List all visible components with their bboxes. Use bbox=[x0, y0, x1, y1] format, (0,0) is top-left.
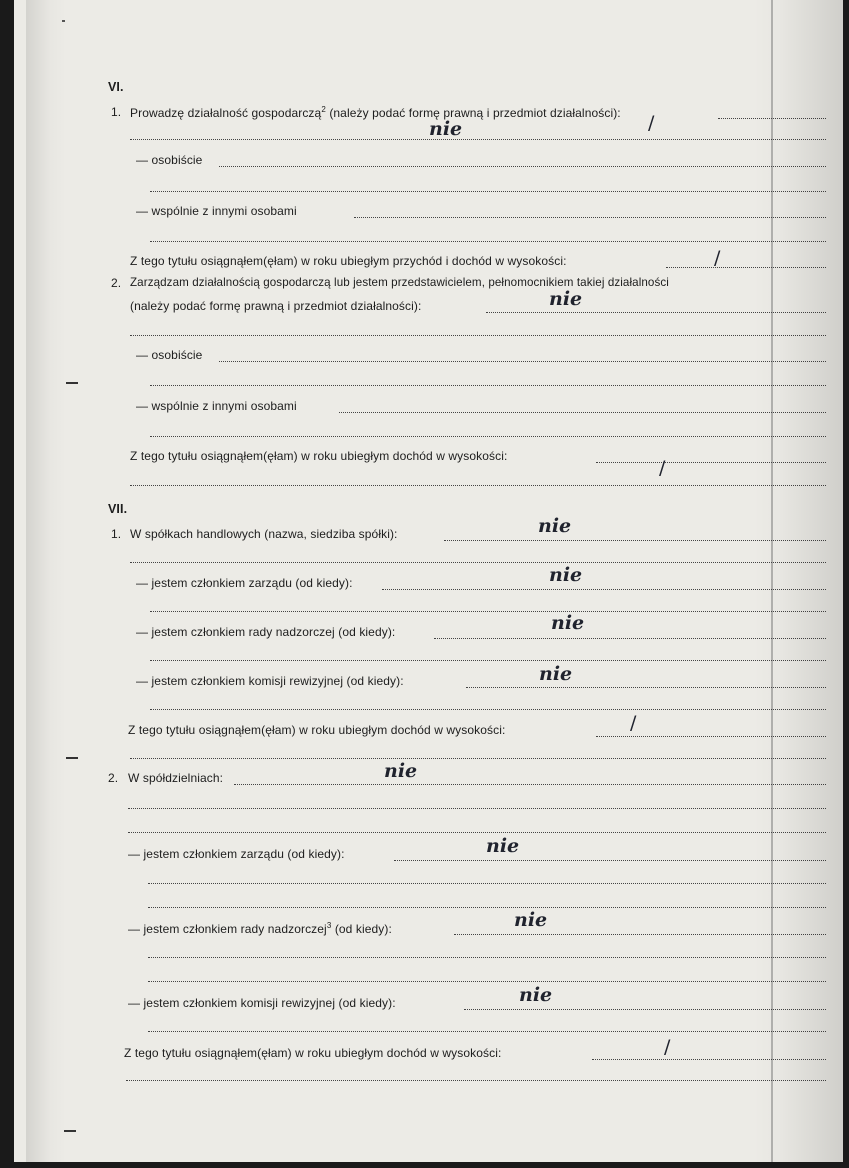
fill-line bbox=[148, 883, 826, 884]
personally-label: — osobiście bbox=[136, 153, 203, 167]
board-member-label: — jestem członkiem zarządu (od kiedy): bbox=[128, 847, 345, 861]
audit-committee-label: — jestem członkiem komisji rewizyjnej (od kiedy): bbox=[128, 996, 396, 1010]
audit-committee-label: — jestem członkiem komisji rewizyjnej (od kiedy): bbox=[136, 674, 404, 688]
fill-line bbox=[444, 540, 826, 541]
supervisory-board-label: — jestem członkiem rady nadzorczej$^3$ (od kiedy): bbox=[128, 921, 392, 936]
handwritten-answer: nie bbox=[538, 515, 572, 537]
supervisory-board-label: — jestem członkiem rady nadzorczej (od kiedy): bbox=[136, 625, 396, 639]
handwritten-answer: nie bbox=[429, 118, 463, 140]
fill-line bbox=[150, 385, 826, 386]
companies-label: W spółkach handlowych (nazwa, siedziba spółki): bbox=[130, 527, 398, 541]
jointly-label: — wspólnie z innymi osobami bbox=[136, 204, 297, 218]
handwritten-dash: / bbox=[664, 1036, 671, 1058]
fill-line bbox=[596, 462, 826, 463]
fill-line bbox=[148, 957, 826, 958]
personally-label: — osobiście bbox=[136, 348, 203, 362]
handwritten-answer: nie bbox=[539, 663, 573, 685]
fill-line bbox=[130, 139, 826, 140]
income-label: Z tego tytułu osiągnąłem(ęłam) w roku ubiegłym dochód w wysokości: bbox=[124, 1046, 502, 1060]
scan-mark bbox=[66, 757, 78, 759]
fill-line bbox=[150, 660, 826, 661]
handwritten-answer: nie bbox=[384, 760, 418, 782]
income-label: Z tego tytułu osiągnąłem(ęłam) w roku ubiegłym przychód i dochód w wysokości: bbox=[130, 254, 567, 268]
income-label: Z tego tytułu osiągnąłem(ęłam) w roku ubiegłym dochód w wysokości: bbox=[128, 723, 506, 737]
handwritten-answer: nie bbox=[549, 288, 583, 310]
handwritten-answer: nie bbox=[514, 909, 548, 931]
income-label: Z tego tytułu osiągnąłem(ęłam) w roku ubiegłym dochód w wysokości: bbox=[130, 449, 508, 463]
board-member-label: — jestem członkiem zarządu (od kiedy): bbox=[136, 576, 353, 590]
management-label-line1: Zarządzam działalnością gospodarczą lub jestem przedstawicielem, pełnomocnikiem takiej działalności bbox=[130, 276, 669, 289]
fill-line bbox=[150, 241, 826, 242]
business-activity-label: Prowadzę działalność gospodarczą$^2$ (należy podać formę prawną i przedmiot działalności): bbox=[130, 105, 621, 120]
fill-line bbox=[234, 784, 826, 785]
item-number: 1. bbox=[111, 105, 122, 119]
fill-line bbox=[486, 312, 826, 313]
fill-line bbox=[219, 166, 826, 167]
fill-line bbox=[148, 907, 826, 908]
document-page bbox=[14, 0, 843, 1162]
cooperatives-label: W spółdzielniach: bbox=[128, 771, 224, 785]
fill-line bbox=[150, 709, 826, 710]
fill-line bbox=[128, 832, 826, 833]
handwritten-answer: nie bbox=[551, 612, 585, 634]
fill-line bbox=[464, 1009, 826, 1010]
fill-line bbox=[148, 981, 826, 982]
fill-line bbox=[150, 611, 826, 612]
scan-mark bbox=[64, 1130, 76, 1132]
handwritten-answer: nie bbox=[519, 984, 553, 1006]
handwritten-dash: / bbox=[630, 712, 637, 734]
fill-line bbox=[718, 118, 826, 119]
fill-line bbox=[150, 436, 826, 437]
fill-line bbox=[150, 191, 826, 192]
fill-line bbox=[434, 638, 826, 639]
fill-line bbox=[126, 1080, 826, 1081]
section-heading-vii: VII. bbox=[108, 502, 128, 516]
scan-mark bbox=[66, 382, 78, 384]
fill-line bbox=[339, 412, 826, 413]
jointly-label: — wspólnie z innymi osobami bbox=[136, 399, 297, 413]
item-number: 2. bbox=[108, 771, 119, 785]
handwritten-answer: nie bbox=[486, 835, 520, 857]
fill-line bbox=[382, 589, 826, 590]
handwritten-dash: / bbox=[714, 247, 721, 269]
scan-edge-line bbox=[771, 0, 773, 1162]
fill-line bbox=[666, 267, 826, 268]
handwritten-dash: / bbox=[648, 112, 655, 134]
fill-line bbox=[219, 361, 826, 362]
fill-line bbox=[354, 217, 826, 218]
scan-speck bbox=[62, 20, 65, 22]
fill-line bbox=[466, 687, 826, 688]
handwritten-dash: / bbox=[659, 457, 666, 479]
item-number: 2. bbox=[111, 276, 122, 290]
item-number: 1. bbox=[111, 527, 122, 541]
fill-line bbox=[592, 1059, 826, 1060]
section-heading-vi: VI. bbox=[108, 80, 124, 94]
fill-line bbox=[128, 808, 826, 809]
fill-line bbox=[394, 860, 826, 861]
fill-line bbox=[148, 1031, 826, 1032]
fill-line bbox=[130, 335, 826, 336]
management-label-line2: (należy podać formę prawną i przedmiot działalności): bbox=[130, 299, 422, 313]
fill-line bbox=[130, 758, 826, 759]
fill-line bbox=[130, 562, 826, 563]
handwritten-answer: nie bbox=[549, 564, 583, 586]
fill-line bbox=[130, 485, 826, 486]
fill-line bbox=[596, 736, 826, 737]
fill-line bbox=[454, 934, 826, 935]
